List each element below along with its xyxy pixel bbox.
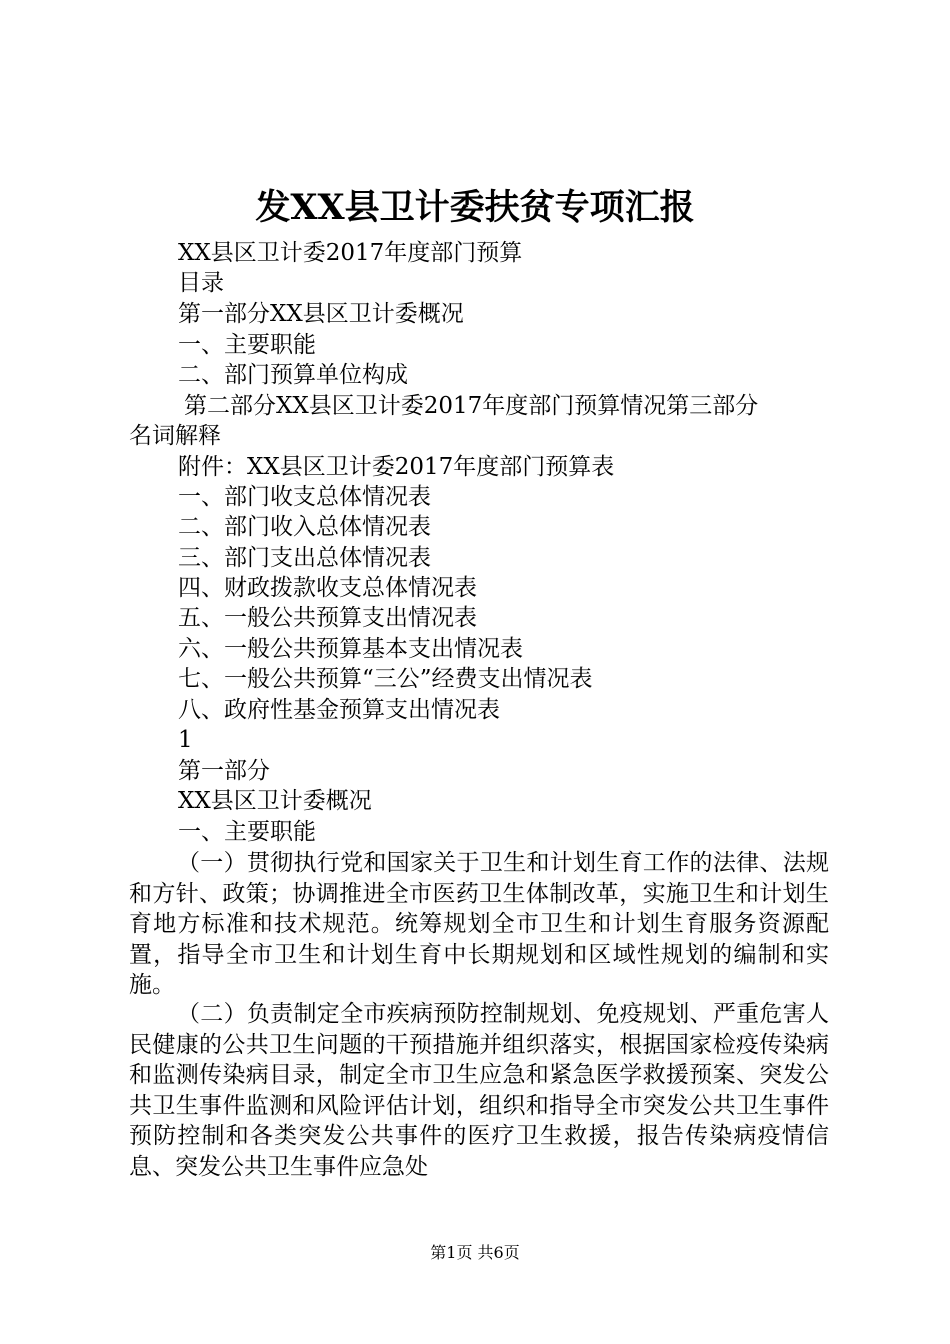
paragraph-1: （一）贯彻执行党和国家关于卫生和计划生育工作的法律、法规和方针、政策；协调推进全市医药卫生体制改革，实施卫生和计划生育地方标准和技术规范。统筹规划全市卫生和计划生育服务资源配置，指导全市卫生和计划生育中长期规划和区域性规划的编制和实施。 [129,850,829,998]
toc-table-item: 六、一般公共预算基本支出情况表 [178,636,523,662]
document-title: 发XX县卫计委扶贫专项汇报 [255,187,695,228]
toc-table-item: 八、政府性基金预算支出情况表 [178,697,500,723]
part-title: XX县区卫计委概况 [178,788,372,814]
section-heading: 一、主要职能 [178,819,316,845]
toc-table-item: 一、部门收支总体情况表 [178,484,431,510]
page-marker: 1 [178,727,193,753]
page-footer: 第1页 共6页 [430,1243,520,1262]
toc-table-item: 七、一般公共预算“三公”经费支出情况表 [178,666,593,692]
toc-contents-heading: 目录 [178,270,224,296]
toc-table-item: 四、财政拨款收支总体情况表 [178,575,477,601]
part-label: 第一部分 [178,758,270,784]
paragraph-2: （二）负责制定全市疾病预防控制规划、免疫规划、严重危害人民健康的公共卫生问题的干预措施并组织落实，根据国家检疫传染病和监测传染病目录，制定全市卫生应急和紧急医学救援预案、突发公共卫生事件监测和风险评估计划，组织和指导全市突发公共卫生事件预防控制和各类突发公共事件的医疗卫生救援，报告传染病疫情信息、突发公共卫生事件应急处 [129,1001,829,1180]
toc-table-item: 二、部门收入总体情况表 [178,514,431,540]
toc-part1: 第一部分XX县区卫计委概况 [178,301,464,327]
toc-part1-item2: 二、部门预算单位构成 [178,362,408,388]
toc-part2-line1: 第二部分XX县区卫计委2017年度部门预算情况第三部分 [184,393,759,419]
toc-attachment: 附件：XX县区卫计委2017年度部门预算表 [178,454,615,480]
toc-table-item: 五、一般公共预算支出情况表 [178,605,477,631]
toc-doc-name: XX县区卫计委2017年度部门预算 [178,240,523,266]
toc-table-item: 三、部门支出总体情况表 [178,545,431,571]
toc-part1-item1: 一、主要职能 [178,332,316,358]
toc-part2-line2: 名词解释 [129,423,221,449]
